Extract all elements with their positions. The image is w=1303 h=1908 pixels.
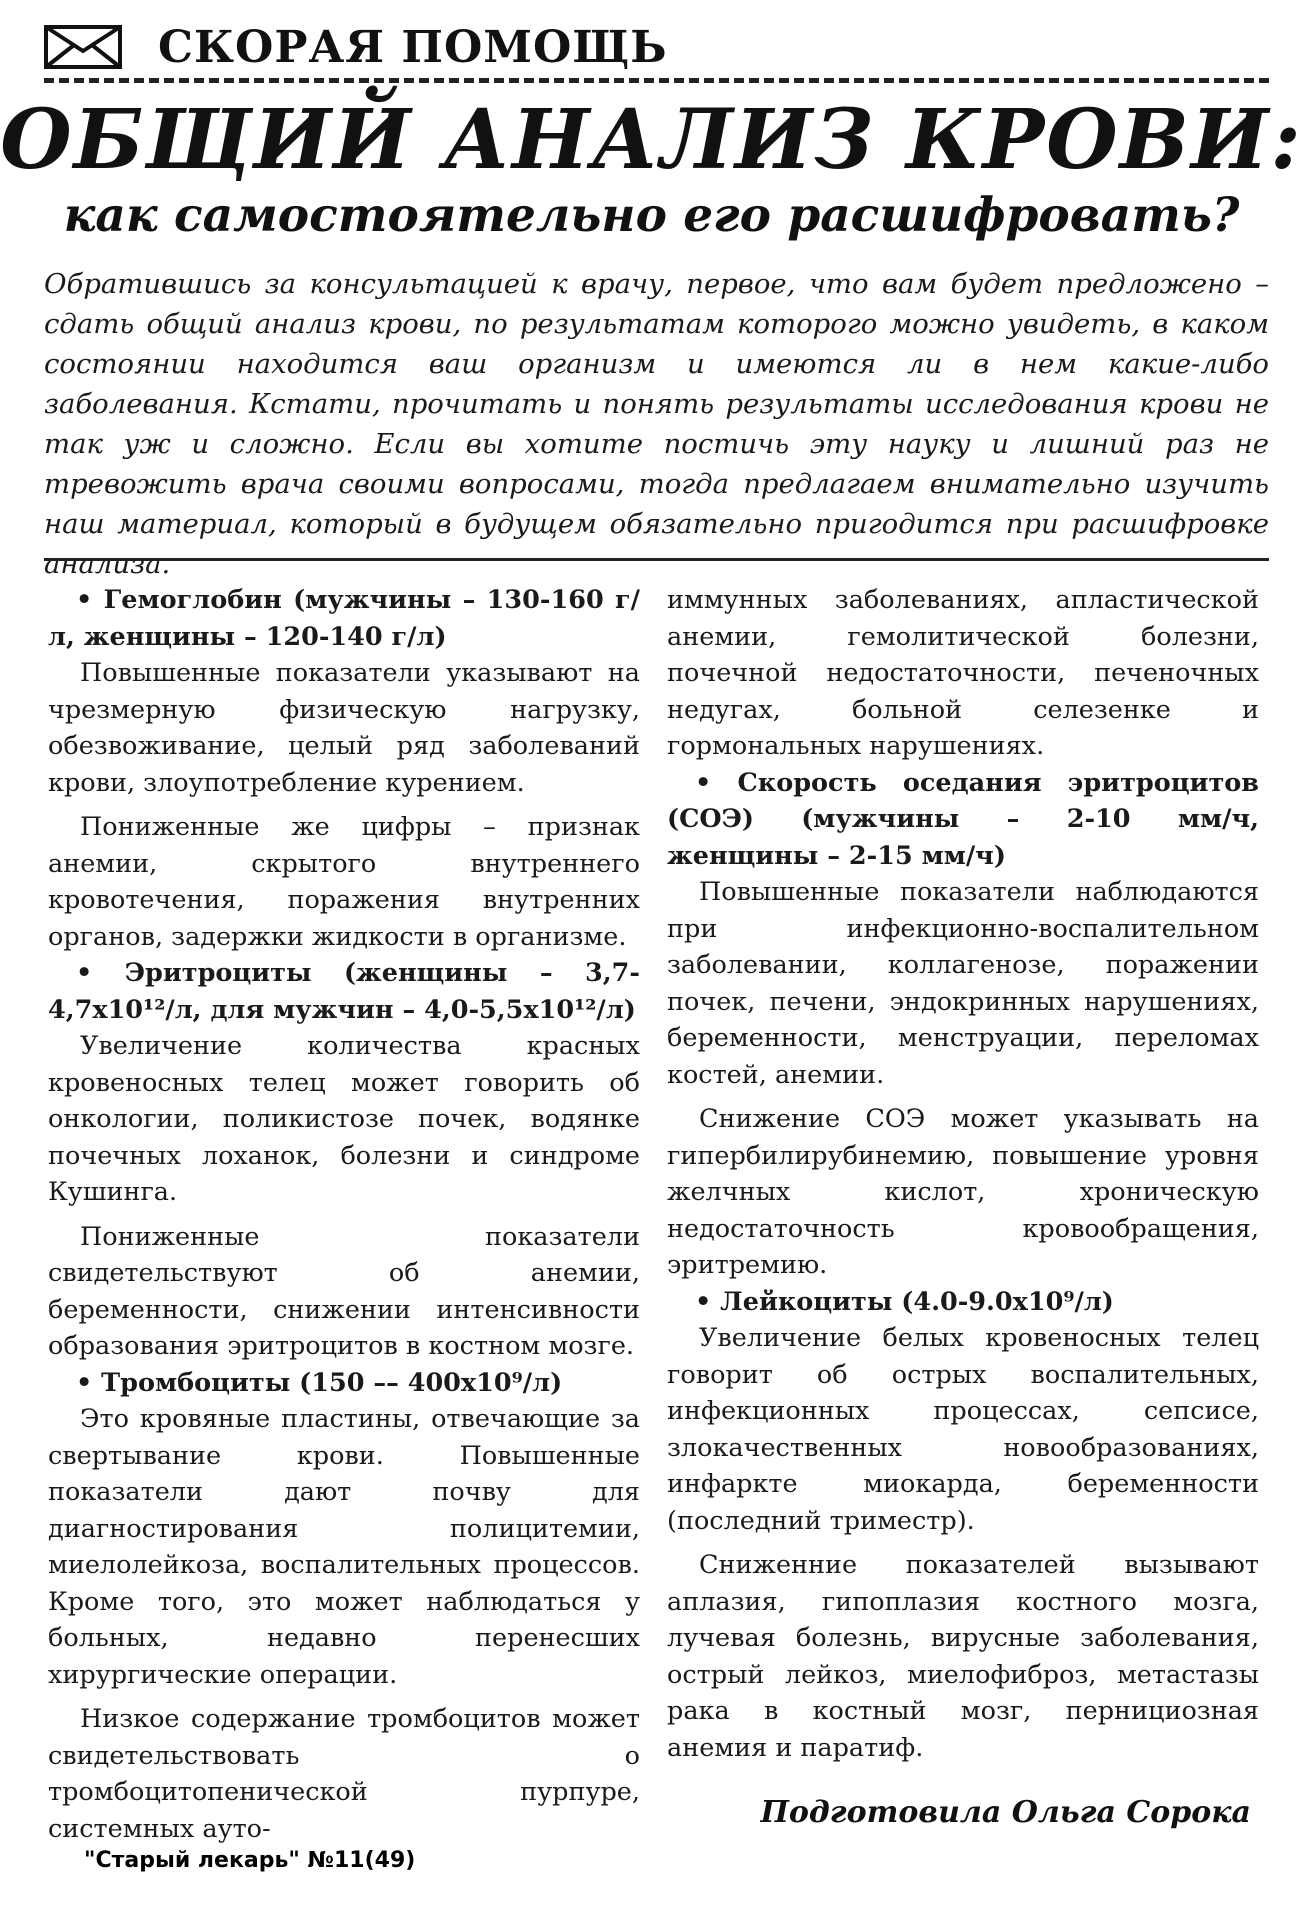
header-dashed-divider [44, 78, 1269, 83]
body-paragraph: Это кровяные пластины, отвечающие за свертывание крови. Повышенные показатели дают почву для диагностирования полицитемии, миелолейкоза, воспалительных процессов. Кроме того, это может наблюдаться у больных, недавно перенесших хирургические операции. [48, 1404, 640, 1690]
body-paragraph: Повышенные показатели указывают на чрезмерную физическую нагрузку, обезвоживание, целый ряд заболеваний крови, злоупотребление курением. [48, 658, 640, 798]
article-lead: Обратившись за консультацией к врачу, первое, что вам будет предложено – сдать общий анализ крови, по результатам которого можно увидеть, в каком состоянии находится ваш организм и имеются ли в нем какие-либо заболевания. Кстати, прочитать и понять результаты исследования крови не так уж и сложно. Если вы хотите постичь эту науку и лишний раз не тревожить врача своими вопросами, тогда предлагаем внимательно изучить наш материал, который в будущем обязательно пригодится при расшифровке анализа. [44, 268, 1269, 580]
body-paragraph: Повышенные показатели наблюдаются при инфекционно-воспалительном заболевании, коллагенозе, поражении почек, печени, эндокринных нарушениях, беременности, менструации, переломах костей, анемии. [667, 877, 1259, 1090]
body-paragraph: Увеличение белых кровеносных телец говорит об острых воспалительных, инфекционных процессах, сепсисе, злокачественных новообразованиях, инфаркте миокарда, беременности (последний триместр). [667, 1323, 1259, 1536]
left-column [48, 582, 640, 1847]
body-paragraph: Пониженные же цифры – признак анемии, скрытого внутреннего кровотечения, поражения внутренних органов, задержки жидкости в организме. [48, 812, 640, 952]
article-title: ОБЩИЙ АНАЛИЗ КРОВИ: [0, 92, 1303, 188]
right-column [667, 582, 1259, 1766]
envelope-icon [44, 24, 122, 70]
body-paragraph: Низкое содержание тромбоцитов может свидетельствовать о тромбоцитопенической пурпуре, системных ауто- [48, 1704, 640, 1844]
body-paragraph: Снижение СОЭ может указывать на гипербилирубинемию, повышение уровня желчных кислот, хроническую недостаточность кровообращения, эритремию. [667, 1104, 1259, 1280]
body-paragraph: Пониженные показатели свидетельствуют об анемии, беременности, снижении интенсивности образования эритроцитов в костном мозге. [48, 1221, 640, 1361]
body-paragraph-continued: иммунных заболеваниях, апластической анемии, гемолитической болезни, почечной недостаточности, печеночных недугах, больной селезенке и гормональных нарушениях. [667, 585, 1259, 761]
section-heading-erythrocytes: • Эритроциты (женщины – 3,7-4,7х10¹²/л, для мужчин – 4,0-5,5х10¹²/л) [48, 958, 640, 1025]
section-heading-platelets: • Тромбоциты (150 –– 400х10⁹/л) [76, 1367, 563, 1398]
body-paragraph: Увеличение количества красных кровеносных телец может говорить об онкологии, поликистозе почек, водянке почечных лоханок, болезни и синдроме Кушинга. [48, 1031, 640, 1207]
rubric-header [44, 22, 668, 72]
section-heading-hemoglobin: • Гемоглобин (мужчины – 130-160 г/л, женщины – 120-140 г/л) [48, 585, 640, 652]
section-heading-esr: • Скорость оседания эритроцитов (СОЭ) (мужчины – 2-10 мм/ч, женщины – 2-15 мм/ч) [667, 767, 1259, 871]
body-paragraph: Сниженние показателей вызывают аплазия, гипоплазия костного мозга, лучевая болезнь, вирусные заболевания, острый лейкоз, миелофиброз, метастазы рака в костный мозг, пернициозная анемия и паратиф. [667, 1550, 1259, 1763]
article-subtitle: как самостоятельно его расшифровать? [63, 188, 1240, 243]
lead-divider [44, 558, 1269, 561]
publication-source: "Старый лекарь" №11(49) [84, 1848, 416, 1873]
author-byline: Подготовила Ольга Сорока [760, 1795, 1251, 1830]
section-heading-leukocytes: • Лейкоциты (4.0-9.0х10⁹/л) [695, 1286, 1114, 1317]
rubric-label: СКОРАЯ ПОМОЩЬ [158, 21, 668, 73]
